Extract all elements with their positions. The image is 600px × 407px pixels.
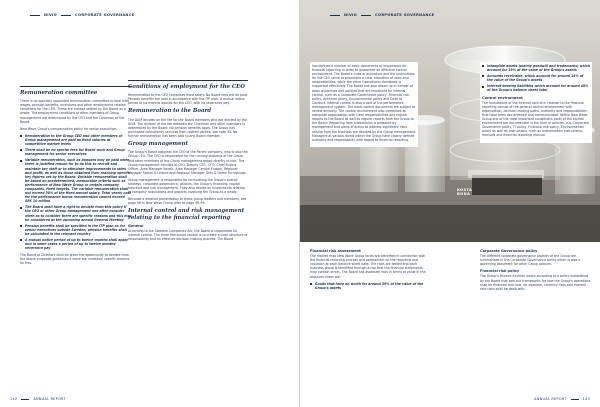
paragraph: The AGM decides on the fee for the Board members who are elected by the AGM. The division of the fee between the Chairman and other members is determined by the Board. No pension benefits apply. The Group has purchased consultancy services from related parties, see note 33. No further remuneration has been paid to any Board member. (128, 117, 247, 139)
column-governance-policies (480, 246, 592, 294)
subheading: Financial risk policy (480, 269, 520, 274)
header-rule (30, 15, 40, 16)
page-header (330, 10, 434, 20)
footer-label: ANNUAL REPORT (33, 397, 66, 401)
paragraph: The Group's Board appoints the CEO of the Parent company, who is also the Group CEO. The CEO is responsible for the running business of the Group and other members of the Group management report directly to him. The Group management consists of CEO, Deputy CEO, CFO, Chief Buying Officer, Area Manager Nordic, Area Manager Central Europe, Regional Manager Sports & Leisure and Regional Manager Gifts & Home Furnishings. (128, 150, 248, 175)
subheading: General (128, 223, 144, 228)
section-heading: Remuneration committee (20, 90, 98, 96)
bullet-item: Pension benefits shall be specified in the ITP plan or, for senior executives outside Sweden, pension benefits shall be calculated in the relevant country (20, 224, 132, 236)
section-heading: Remuneration to the Board (128, 108, 212, 115)
bullet-item: The Board shall have a right to deviate from this policy if the CEO or other Group management one after consider when as to consider there are specific reasons and this may be considered at the upcoming annual General Meeting (20, 205, 132, 221)
column-risk-assessment (310, 246, 426, 293)
bullet-item: Accounts receivable, which account for around 14% of the value of the Group's assets (482, 74, 590, 82)
header-rule (61, 15, 71, 16)
bullet-item: Variable remuneration, such as bonuses may be paid when there is justified reason for to do this to recruit and maintain key staff or to stimulate improvements to sales and profit, as well as those obtained from reaching specific key figures set by the Board. Variable remuneration shall be based on predetermined, measurable criteria such as performance of New Wave Group or certain company companies, fixed targets. The variable remuneration shall not exceed 50% of the fixed annual salary. Total yearly cost for the performance bonus remuneration cannot exceed SEK 10 million (20, 158, 132, 203)
page-footer (10, 397, 66, 401)
bullet-list (20, 134, 132, 250)
header-brand: NIVIO (44, 13, 58, 17)
column-internal-control-cont (310, 62, 418, 147)
subheading: Control environment (482, 95, 523, 100)
paragraph: According to the Swedish Companies Act, the Board is responsible for internal control. The more fine-tuned control is to create a clear structure of responsibility and an effective decision-making process. The Board (128, 228, 248, 242)
section-heading: Conditions of employment for the CEO (128, 84, 245, 90)
photo-label-line: BODA (457, 192, 471, 197)
bullet-item: There shall be no special fees for Board work and Group management for senior executives (20, 148, 132, 156)
bullet-list (310, 282, 426, 290)
header-rule (330, 15, 340, 16)
paragraph: The Group's finance function works according to a policy established by the Board that sets out frameworks for how the Group's operations shall be financed and how, for example, currency risks and interest rate risks shall be dealt with. (480, 274, 591, 291)
page-footer (534, 397, 590, 401)
column-remuneration-committee (20, 86, 132, 269)
column-employment-conditions (128, 80, 248, 244)
paragraph: The market risks New Wave Group faces are identified in connection with the financial reporting process and assessment on the reporting and valuation at each balance sheet date. The risks are tested and each business group is identified through a risk that the financial statements may contain errors. The Board has assessed risks in terms of value in the balances sheet are: (310, 254, 426, 279)
bullet-item: Remuneration to the Group CEO and other members of Group management are paid as fixed salaries at competitive market levels (20, 134, 132, 146)
photo-label-line: KOSTA (457, 188, 473, 192)
bullet-item: A mutual notice period of up to twelve months shall apply and in some cases a period of up to twelve months' severance pay (20, 238, 132, 250)
paragraph: There is no specially appointed remuneration committee to deal with wages, pension benefits, incentives and other employment related conditions for the CEO. These are instead settled by the Board as a whole. The employment conditions of other members of Group management are determined by the CEO and the Chairman of the Board. (20, 99, 129, 124)
footer-rule (571, 399, 579, 400)
bullet-item: Intangible assets (mainly goodwill and trademarks) which account for 19% of the value of the Group's assets (482, 64, 590, 72)
header-rule (361, 15, 371, 16)
section-heading: Internal control and risk management relating to the financial reporting (128, 208, 245, 221)
header-brand: NIVIO (344, 13, 358, 17)
paragraph: The foundations of the internal control in relation to the financial reporting consist of the general control environment with organization, decision-making paths, authority and responsibilities that have been documented and communicated. Within New Wave Group one of the most important constituent parts of the control environment are documented in the form of policies, e.g. Corporate Governance policy, IT policy, Financial risk policy, Environmental policy as well as instructions, such as authorization instructions, manuals and financial reporting manual. (482, 100, 589, 138)
paragraph: The different corporate governance aspects of the Group are summarised in the Corporate Governance policy which is also a governing document for other Group policies. (480, 254, 581, 267)
bullet-item: Interest-bearing liabilities which account for around 40% of the Group's balance sheet total (482, 84, 590, 92)
header-section: CORPORATE GOVERNANCE (375, 13, 435, 17)
subheading: Corporate Governance policy (480, 249, 538, 253)
paragraph: Remuneration to the CEO comprises fixed salary. No Board fees will be paid. Pension benefits are paid in accordance with the ITP plan. A mutual notice period of six months applies for the CEO, with no severance pay. (128, 93, 248, 106)
paragraph: has defined a number of basic documents of importance for financial reporting in order to guarantee an effective control environment. The Board's rules of procedure and the instructions for the CEO serve to guarantee a clear allocation of roles and responsibilities, while the other Operational Handbook is supported effectively. The Board has also drawn up a number of basic guidelines and policies that are important for internal control, such as a Corporate Governance policy, Financial risk policy, Antitrust policy, Environmental policy and Code of Conduct. Internal control is also a part of the performance management system. The basic control documents are subject to review annually. The control environment also comprises an adequate organization with clear responsibilities and regular reports to the Board as well as regular reports from the Group to the Board. Reporting from subsidiaries is prepared by management and plans of action to address significant risks arising from the business are decided by the Group management. Managers at various levels within the Group have clearly defined authority and responsibility with regard to financial reporting. (312, 64, 416, 142)
paragraph: Group management is responsible for formulating the Group's overall strategy, corporate governance, policies, the Group's financing, capital structure and risk management. They also decide on investments relating to company acquisitions and projects involving the Group as a whole. (128, 177, 245, 195)
header-section: CORPORATE GOVERNANCE (75, 13, 135, 17)
bullet-item: Goods that have an worth for around 39% of the value of the Group's assets (310, 282, 426, 290)
column-divider (128, 80, 248, 81)
footer-rule (21, 399, 29, 400)
page-number: 143 (582, 397, 590, 401)
footer-label: ANNUAL REPORT (534, 397, 567, 401)
paragraph: New Wave Group's compensation policy for senior executives (20, 126, 117, 131)
page-number: 142 (10, 397, 18, 401)
paragraph: The Board of Directors shall be given the opportunity to deviate from the above proposed guidelines if there are individual specific reasons for this. (20, 253, 130, 266)
right-page (300, 0, 600, 407)
bullet-list (482, 64, 590, 93)
column-divider (20, 86, 132, 87)
paragraph: Because a detailed presentation of these group matters and members, see page 98 in New Wave Group refer to page 98-99. (128, 197, 247, 206)
column-control-environment (480, 62, 592, 143)
subheading: Financial risk assessment (310, 249, 361, 253)
photo-brand-label (457, 188, 472, 196)
section-heading: Group management (128, 141, 188, 148)
page-header (30, 10, 134, 20)
